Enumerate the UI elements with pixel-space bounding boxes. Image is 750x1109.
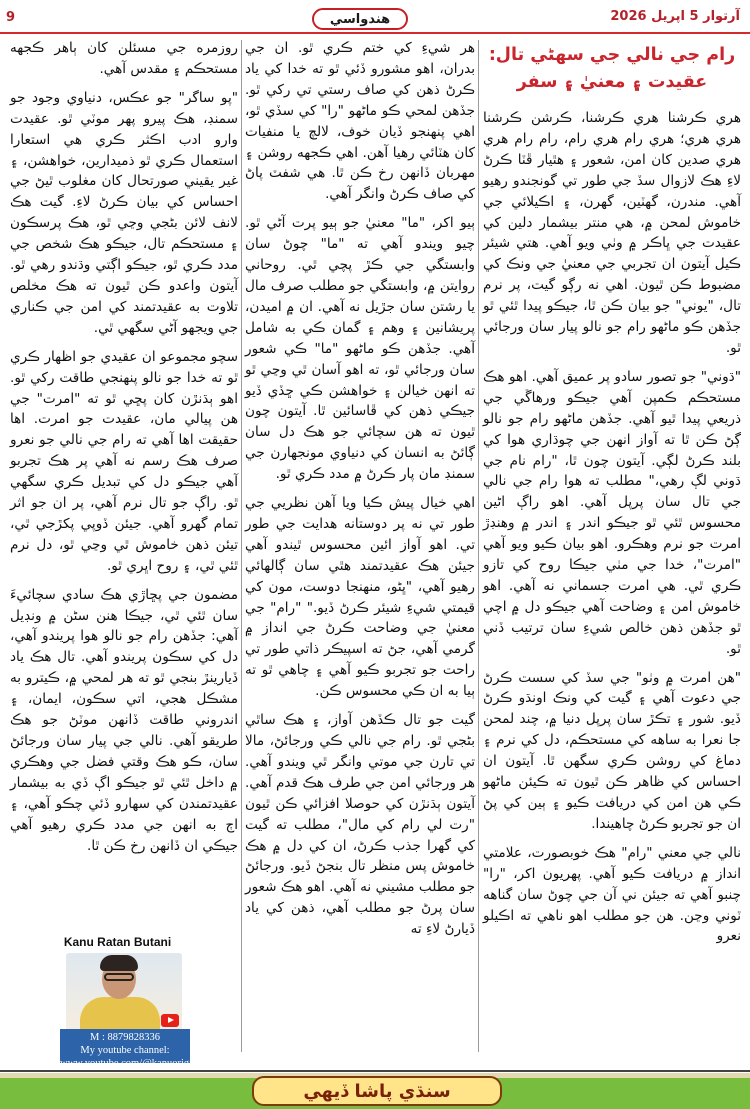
paragraph: مضمون جي پڇاڙي هڪ سادي سچائيءَ سان ٿئي ٿي، جيڪا هنن سڻن ۾ ونڊيل آهي: جڏهن رام جو نالو هوا پريندو آهي، دل کي سڪون پريندو آهي. تال هڪ ياد ڏيارينڙ بنجي ٿو ته هر لمحي ۾، ڪيترو به مشڪل هجي، اتي سڪون، ايمان، ۽ اندروني طاقت ڏانهن موٽڻ جو هڪ طريقو آهي. نالي جي پيار سان ورجائڻ سان، ڪو هڪ وقتي فضل جي وهڪري ۾ داخل ٿئي ٿو جيڪو اڳ ڏي به بيشمار عقيدتمندن کي سهارو ڏئي چڪو آهي، ۽ اڄ به انهن جي مدد ڪري رهيو آهي جيڪي ان ڏانهن رخ ڪن ٿا. bbox=[10, 586, 238, 854]
paragraph: هر شيءِ کي ختم ڪري ٿو. ان جي بدران، اهو مشورو ڏئي ٿو ته خدا کي ياد ڪرڻ ذهن کي صاف رستي تي رکي ٿو. جڏهن لمحي ڪو ماڻهو "را" کي سڏي ٿو، اهي پنهنجو ڏيان خوف، لالچ يا منفيات کان هٽائي رهيا آهن. اهي ڪجهه روشن ۽ مهربان ڏانهن رخ ڪن ٿا. هي شفٽ پاڻ کي صاف ڪرڻ وانگر آهي. bbox=[245, 40, 475, 203]
column-divider bbox=[241, 40, 242, 1052]
article-column-1 bbox=[483, 38, 741, 955]
page-number: 9 bbox=[6, 10, 16, 25]
paragraph: ٻيو اکر، "ما" معنيٰ جو ٻيو پرت آڻي ٿو. چيو ويندو آهي ته "ما" چوڻ سان وابستگي جي ڪڙ پچي ٿي. روحاني روايتن ۾، وابستگي جو مطلب صرف مال يا رشتن سان جڙيل نه آهي. ان ۾ اميدن، پريشانين ۽ وهم ۽ گمان ڪي به شامل آهي. جڏهن ڪو ماڻهو "ما" ڪي شعور سان ورجائي ٿو، ته اهو آسان ٿي وڃي ٿو ته انهن خيالن ۽ خواهشن ڪي ڇڏي ڏيو جيڪي ذهن کي ڦاسائين ٿا. آيتون چون ٿيون ته هن سچائي جو هڪ دل سان ڳائڻ به انسان کي دنياوي مونجهارن جي سمنڊ مان پار ڪرڻ ۾ مدد ڪري ٿو. bbox=[245, 215, 475, 483]
article-column-2 bbox=[245, 38, 475, 948]
author-name: Kanu Ratan Butani bbox=[63, 935, 172, 949]
paragraph: هري ڪرشنا هري ڪرشنا، ڪرشن ڪرشنا هري هري؛ هري رام هري رام، رام رام هري هري صدين کان امن، شعور ۽ هٿيار ڦٽا ڪرڻ لاءِ هڪ لازوال سڏ جي طور تي گونجندو رهيو آهي. مندرن، گھٽين، گهرن، ۽ اڪيلائي جي خاموش لمحن ۾، هي منتر بيشمار دلين کي عقيدت جي ڀاڪر ۾ وٺي ويو آهي. هتي شيئر ڪيل آيتون ان تجربي جي معنيٰ جي ونڪ کي مضبوط ڪن ٿيون. اهي نه رڳو گيت، پر نرم تال، "يوني" جو بيان ڪن ٿا، جيڪو پيدا ٿئي ٿو جڏهن ڪو ماڻهو رام جو نالو پيار سان ورجائي ٿو. bbox=[483, 110, 741, 356]
article-column-3 bbox=[10, 38, 238, 864]
paragraph: "ڌوني" جو تصور سادو پر عميق آهي. اهو هڪ مستحڪم ڪمپن آهي جيڪو ورهاڱي جي ذريعي پيدا ٿيو آهي. جڏهن ماڻهو رام جو نالو ڳڻ ڪن ٿا ته آواز انهن جي چوڌاري هوا کي بلند ڪرڻ لڳي. آيتون چون ٿا، "رام نام جي ڌوني لڳ رهي،" مطلب ته هوا رام جي نالي جي تال سان پرپل آهي. اهو راڳ اڻين محسوس ٿئي ٿو جيڪو اندر ۽ اندر ۾ وهنڊڙ امرت جو نرم وهڪرو. اهو بيان ڪيو ويو آهي "امرت"، خدا جي مٺي جيڪا روح کي تازو ڪري ٿي. هي امرت جسماني نه آهي. اهو خاموش امن ۽ وضاحت آهي جيڪو دل ۾ اچي ٿو جڏهن ذهن خالص شيءِ سان ترتيب ڏني ٿو. bbox=[483, 368, 741, 657]
paragraph: "پو ساگر" جو عڪس، دنياوي وجود جو سمنڊ، هڪ پيرو پهر موٽي ٿو. عقيدت وارو ادب اڪثر ڪري هي استعارا استعمال ڪري ٿو ذميدارين، خواهشن، ۽ غير يقيني صورتحال کان مغلوب ٿيڻ جي احساس کي بيان ڪرڻ لاءِ. گيت هڪ لانف لائن بڻجي وڃي ٿو، هڪ پرسڪون ۽ مستحڪم تال، جيڪو هڪ شخص جي مدد ڪري ٿو، جيڪو اڳتي وڌندو رهي ٿو. آيتون واعدو ڪن ٿيون ته هڪ مخلص تلاوت به عقيدتمند کي امن جي ڪناري جي ويجهو آڻي سگهي ٿي. bbox=[10, 89, 238, 336]
author-hair bbox=[100, 955, 138, 971]
header-rule bbox=[0, 32, 750, 34]
column-divider bbox=[478, 40, 479, 1052]
issue-date: آرتوار 5 اپريل 2026 bbox=[610, 9, 740, 24]
paragraph: "هن امرت ۾ وٺو" جي سڏ کي سست ڪرڻ جي دعوت آهي ۽ گيت کي ونڪ اونڌو ڪرڻ ڏيو. شور ۽ تڪڙ سان پرپل دنيا ۾، چند لمحن جا نعرا به ساهه کي مستحڪم، دل کي نرم ۽ دماغ کي روشن ڪري سگهن ٿا. آيتون ان احساس کي ظاهر ڪن ٿيون ته ڪيئن ماڻهو ڪي هن امن کي دريافت ڪيو ۽ ٻين کي پڻ ان جو تجربو ڪرڻ چاهيندا. bbox=[483, 669, 741, 832]
masthead-logo: هندواسي bbox=[312, 8, 408, 30]
author-shirt bbox=[80, 997, 160, 1031]
author-channel-label: My youtube channel: bbox=[80, 1045, 170, 1056]
author-phone: M : 8879828336 bbox=[89, 1032, 160, 1043]
paragraph: گيت جو تال ڪڏهن آواز، ۽ هڪ ساٿي بڻجي ٿو. رام جي نالي ڪي ورجائڻ، مالا تي تارن جي موتي وانگر ٿي ويندو آهي. هر ورجائي امن جي طرف هڪ قدم آهي. آيتون ٻڌنڙن کي حوصلا افزائي ڪن ٿيون "رت لي رام کي مال"، مطلب ته گيت کي گهرا جذب ڪرڻ، ان کي دل ۾ هڪ خاموش پس منظر تال بنجڻ ڏيو. ورجائڻ جو مطلب مشيني نه آهي. اهو هڪ شعور سان پرڻ جو مطلب آهي، ذهن کي ياد ڏيارڻ لاءِ ته bbox=[245, 712, 475, 938]
youtube-icon bbox=[161, 1014, 179, 1027]
article-headline: رام جي نالي جي سهڻي تال: عقيدت ۽ معنيٰ ۽ سفر bbox=[488, 45, 736, 92]
paragraph: روزمره جي مسئلن کان ٻاهر ڪجهه مستحڪم ۽ مقدس آهي. bbox=[10, 40, 238, 77]
footer-title: سنڌي پاشا ڏيهي bbox=[252, 1076, 502, 1106]
footer-rule bbox=[0, 1070, 750, 1072]
paragraph: اهي خيال پيش ڪيا ويا آهن نظريي جي طور تي نه پر دوستانه هدايت جي طور تي. اهو آواز ائين محسوس ٿيندو آهي جيئن هڪ عقيدتمند هٿي سان ڳالهائي رهيو آهي، "ڀڻو، منهنجا دوست، مون کي قيمتي شيءِ شيئر ڪرڻ ڏيو." "رام" جي معنيٰ جي وضاحت ڪرڻ جي انداز ۾ گرمي آهي، جڻ ته اسپيڪر ذاتي طور تي راحت جو تجربو ڪيو آهي ۽ چاهي ٿو ته ٻيا به ان ڪي محسوس ڪن. bbox=[245, 495, 475, 700]
glasses-icon bbox=[104, 973, 134, 981]
author-photo bbox=[66, 953, 182, 1031]
paragraph: نالي جي معني "رام" هڪ خوبصورت، علامتي انداز ۾ دريافت ڪيو آهي. پهريون اکر، "را" چنبو آهي ته جيئن ني آن جي چوڻ سان گناهه ٽوني وڃن. هن جو مطلب اهو ناهي ته اڪيلو نعرو bbox=[483, 844, 741, 945]
paragraph: سچو مجموعو ان عقيدي جو اظهار ڪري ٿو ته خدا جو نالو پنهنجي طاقت رکي ٿو. اهو ٻڌنڙن کان پڇي ٿو ته "امرت" جي هن پيالي مان، عقيدت جو امرت. اها حقيقت اها آهي ته رام جي نالي جو نعرو صرف هڪ رسم نه آهي پر هڪ تجربو آهي جيڪو دل کي تبديل ڪري سگهي ٿو. راڳ جو تال نرم آهي، پر ان جو اثر تمام گهرو آهي. جيئن ڏوپي پکڙجي ٿي، تيئن ذهن خاموش ٿي وڃي ٿو، دل نرم ٿئي ٿي، ۽ روح اڀري ٿو. bbox=[10, 348, 238, 574]
